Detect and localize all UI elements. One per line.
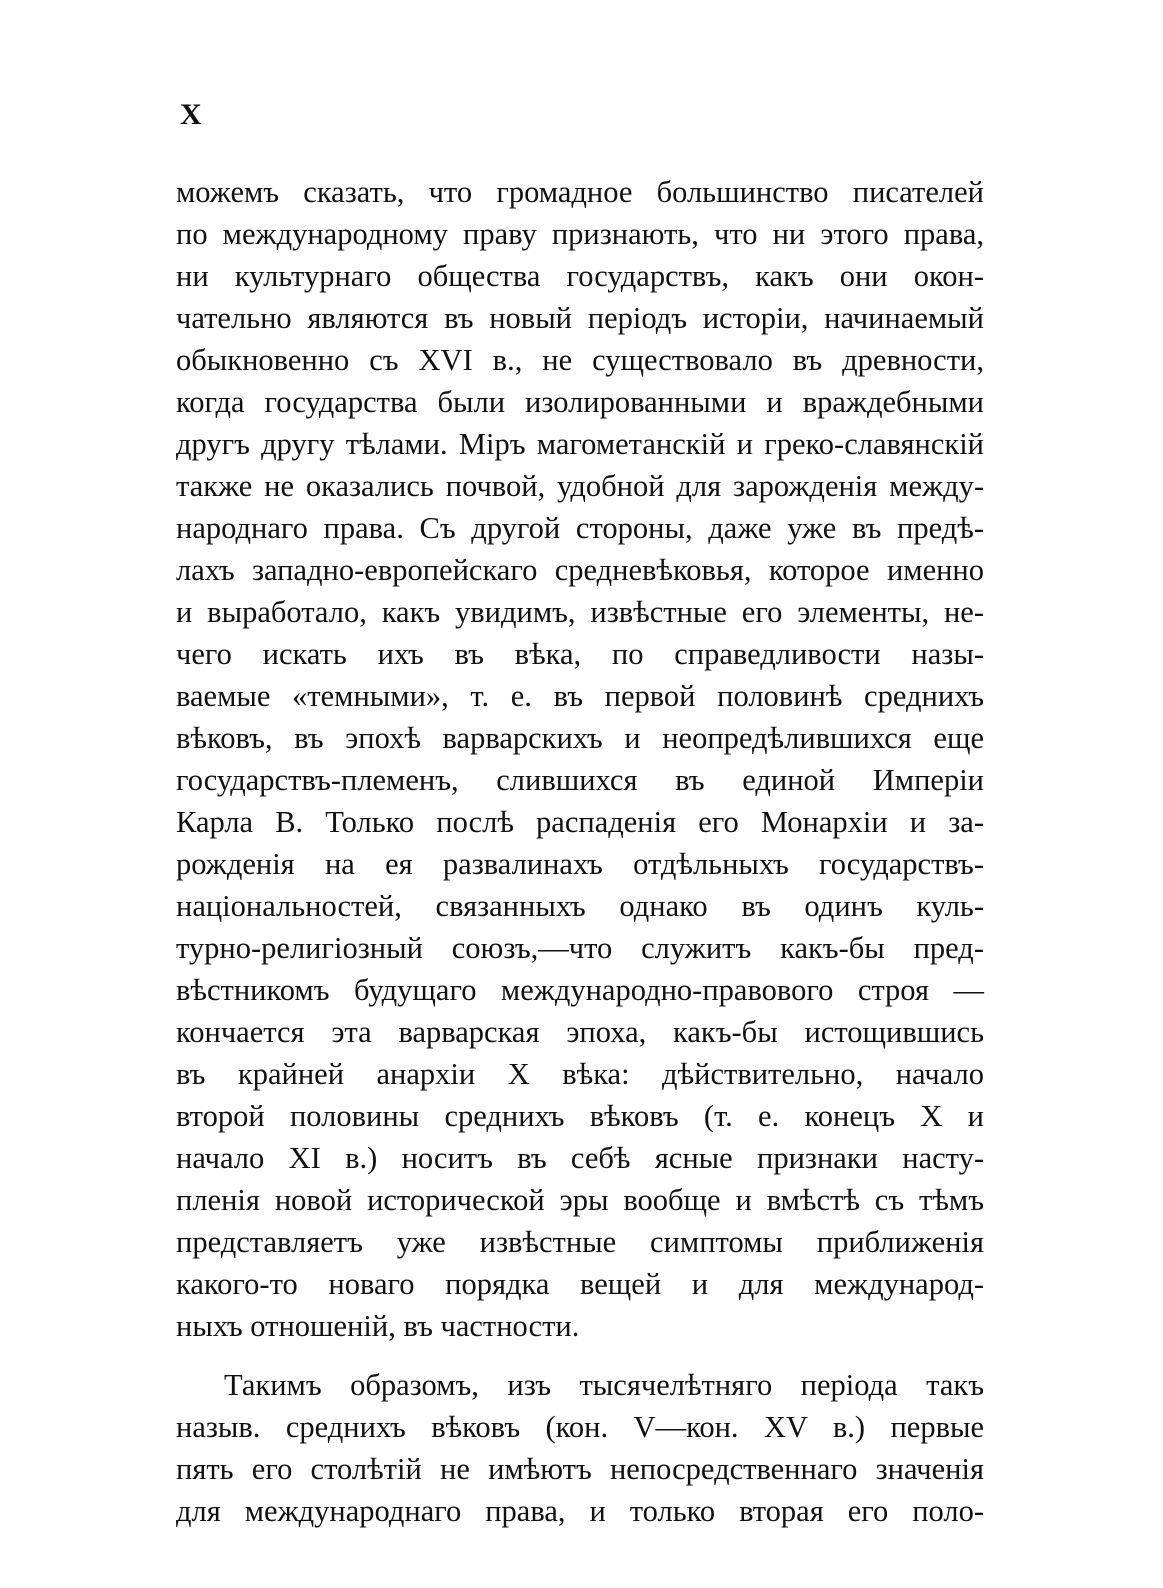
- text-line: вѣстникомъ будущаго международно-правового строя —: [176, 973, 984, 1007]
- text-line: національностей, связанныхъ однако въ одинъ куль-: [176, 889, 984, 923]
- body-text: [176, 171, 984, 1532]
- text-line: пять его столѣтій не имѣютъ непосредственнаго значенія: [176, 1452, 984, 1486]
- text-line: другъ другу тѣлами. Міръ магометанскій и греко-славянскій: [176, 427, 984, 461]
- text-line: народнаго права. Съ другой стороны, даже уже въ предѣ-: [176, 511, 984, 545]
- text-line: какого-то новаго порядка вещей и для международ-: [176, 1267, 984, 1301]
- text-line: второй половины среднихъ вѣковъ (т. е. конецъ X и: [176, 1099, 984, 1133]
- text-line: Такимъ образомъ, изъ тысячелѣтняго періода такъ: [224, 1368, 984, 1402]
- text-line: и выработало, какъ увидимъ, извѣстные его элементы, не-: [176, 595, 984, 629]
- text-line: чего искать ихъ въ вѣка, по справедливости назы-: [176, 637, 984, 671]
- text-line: кончается эта варварская эпоха, какъ-бы истощившись: [176, 1015, 984, 1049]
- text-line: можемъ сказать, что громадное большинство писателей: [176, 175, 984, 209]
- text-line: начало XI в.) носитъ въ себѣ ясные признаки насту-: [176, 1141, 984, 1175]
- text-line: рожденія на ея развалинахъ отдѣльныхъ государствъ-: [176, 847, 984, 881]
- text-line: государствъ-племенъ, слившихся въ единой Имперіи: [176, 763, 984, 797]
- text-line: также не оказались почвой, удобной для зарожденія между-: [176, 469, 984, 503]
- text-line: когда государства были изолированными и враждебными: [176, 385, 984, 419]
- text-line: Карла В. Только послѣ распаденія его Монархіи и за-: [176, 805, 984, 839]
- text-line: по международному праву признають, что ни этого права,: [176, 217, 984, 251]
- text-line: ни культурнаго общества государствъ, какъ они окон-: [176, 259, 984, 293]
- text-line: назыв. среднихъ вѣковъ (кон. V—кон. XV в.) первые: [176, 1410, 984, 1444]
- text-line: пленія новой исторической эры вообще и вмѣстѣ съ тѣмъ: [176, 1183, 984, 1217]
- text-line: турно-религіозный союзъ,—что служитъ какъ-бы пред-: [176, 931, 984, 965]
- page-number: X: [180, 98, 203, 131]
- text-line: въ крайней анархіи X вѣка: дѣйствительно, начало: [176, 1057, 984, 1091]
- text-line: вѣковъ, въ эпохѣ варварскихъ и неопредѣлившихся еще: [176, 721, 984, 755]
- text-line: чательно являются въ новый періодъ исторіи, начинаемый: [176, 301, 984, 335]
- text-line: лахъ западно-европейскаго средневѣковья, которое именно: [176, 553, 984, 587]
- text-line: для международнаго права, и только вторая его поло-: [176, 1494, 984, 1528]
- text-line: обыкновенно съ XVI в., не существовало въ древности,: [176, 343, 984, 377]
- paragraph-gap: [176, 1347, 984, 1364]
- text-line: ныхъ отношеній, въ частности.: [176, 1309, 580, 1343]
- text-line: представляетъ уже извѣстные симптомы приближенія: [176, 1225, 984, 1259]
- text-line: ваемые «темными», т. е. въ первой половинѣ среднихъ: [176, 679, 984, 713]
